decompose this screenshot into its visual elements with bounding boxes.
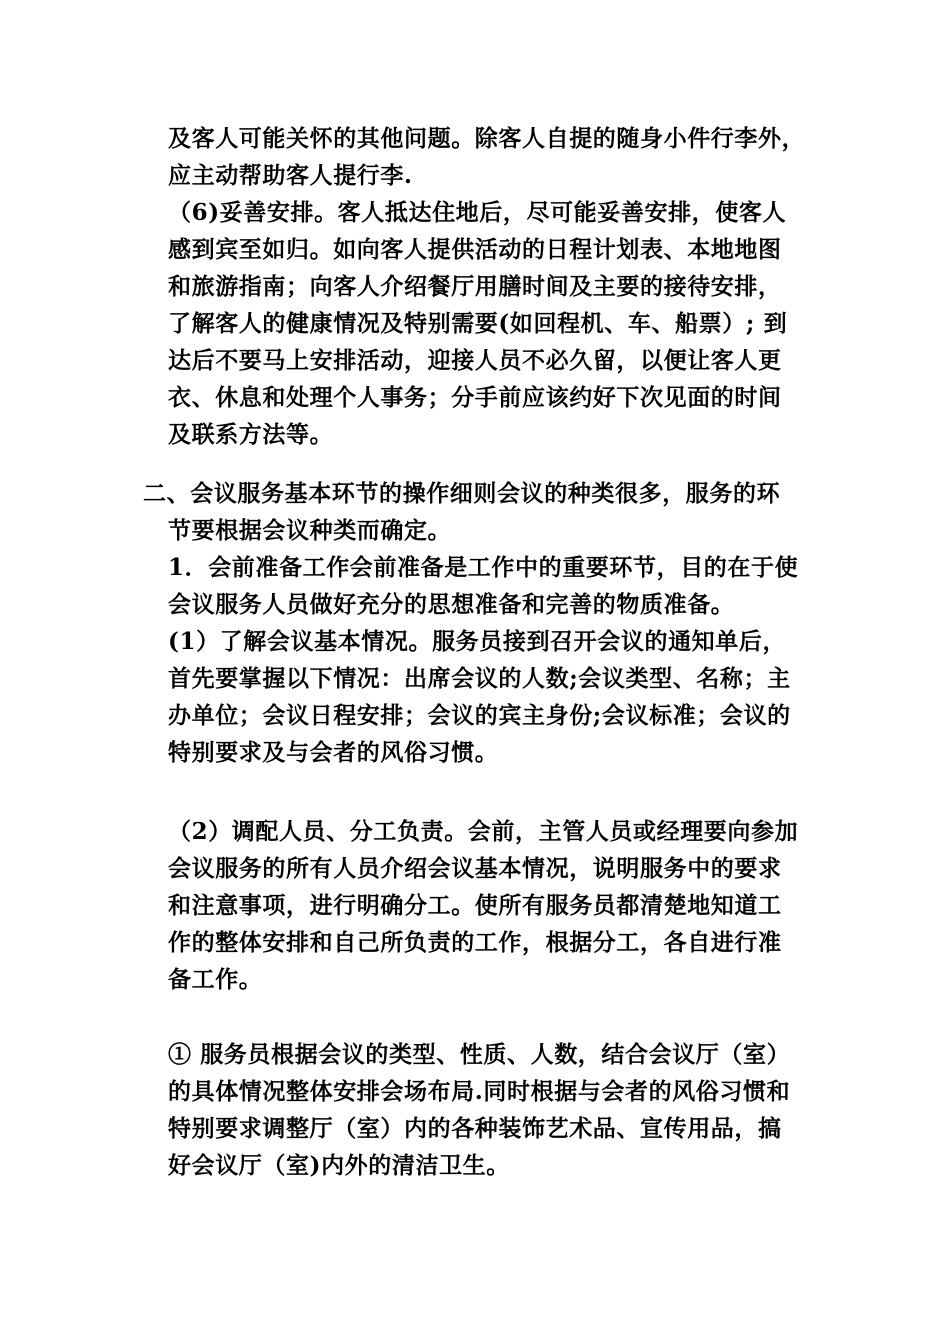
text-line: 首先要掌握以下情况：出席会议的人数;会议类型、名称；主 [168,665,791,692]
text-line: （2）调配人员、分工负责。会前，主管人员或经理要向参加 [168,818,799,845]
text-line: 了解客人的健康情况及特别需要(如回程机、车、船票）; 到 [168,310,788,337]
text-line: 1．会前准备工作会前准备是工作中的重要环节，目的在于使 [168,554,799,581]
text-line: 办单位；会议日程安排；会议的宾主身份;会议标准；会议的 [168,702,791,729]
text-line: 衣、休息和处理个人事务；分手前应该约好下次见面的时间 [168,384,782,411]
text-line: ① 服务员根据会议的类型、性质、人数，结合会议厅（室） [168,1041,791,1068]
text-line: 达后不要马上安排活动，迎接人员不必久留，以便让客人更 [168,347,782,374]
text-line: 和旅游指南；向客人介绍餐厅用膳时间及主要的接待安排， [168,273,782,300]
section-heading: 二、会议服务基本环节的操作细则会议的种类很多，服务的环 [143,480,781,507]
text-line: 好会议厅（室)内外的清洁卫生。 [168,1152,510,1179]
text-line: 节要根据会议种类而确定。 [168,517,452,544]
text-line: 应主动帮助客人提行李. [168,162,413,189]
text-line: 特别要求及与会者的风俗习惯。 [168,739,499,766]
text-line: 特别要求调整厅（室）内的各种装饰艺术品、宣传用品，搞 [168,1115,782,1142]
text-line: 及联系方法等。 [168,421,334,448]
text-line: 作的整体安排和自己所负责的工作，根据分工，各自进行准 [168,929,782,956]
text-line: 会议服务的所有人员介绍会议基本情况，说明服务中的要求 [168,855,782,882]
text-line: 及客人可能关怀的其他问题。除客人自提的随身小件行李外， [168,125,806,152]
text-line: (1）了解会议基本情况。服务员接到召开会议的通知单后， [168,628,787,655]
text-line: 和注意事项，进行明确分工。使所有服务员都清楚地知道工 [168,892,782,919]
text-line: （6)妥善安排。客人抵达住地后，尽可能妥善安排，使客人 [168,199,787,226]
text-line: 备工作。 [168,966,263,993]
text-line: 会议服务人员做好充分的思想准备和完善的物质准备。 [168,591,735,618]
text-line: 的具体情况整体安排会场布局.同时根据与会者的风俗习惯和 [168,1078,791,1105]
text-line: 感到宾至如归。如向客人提供活动的日程计划表、本地地图 [168,236,782,263]
